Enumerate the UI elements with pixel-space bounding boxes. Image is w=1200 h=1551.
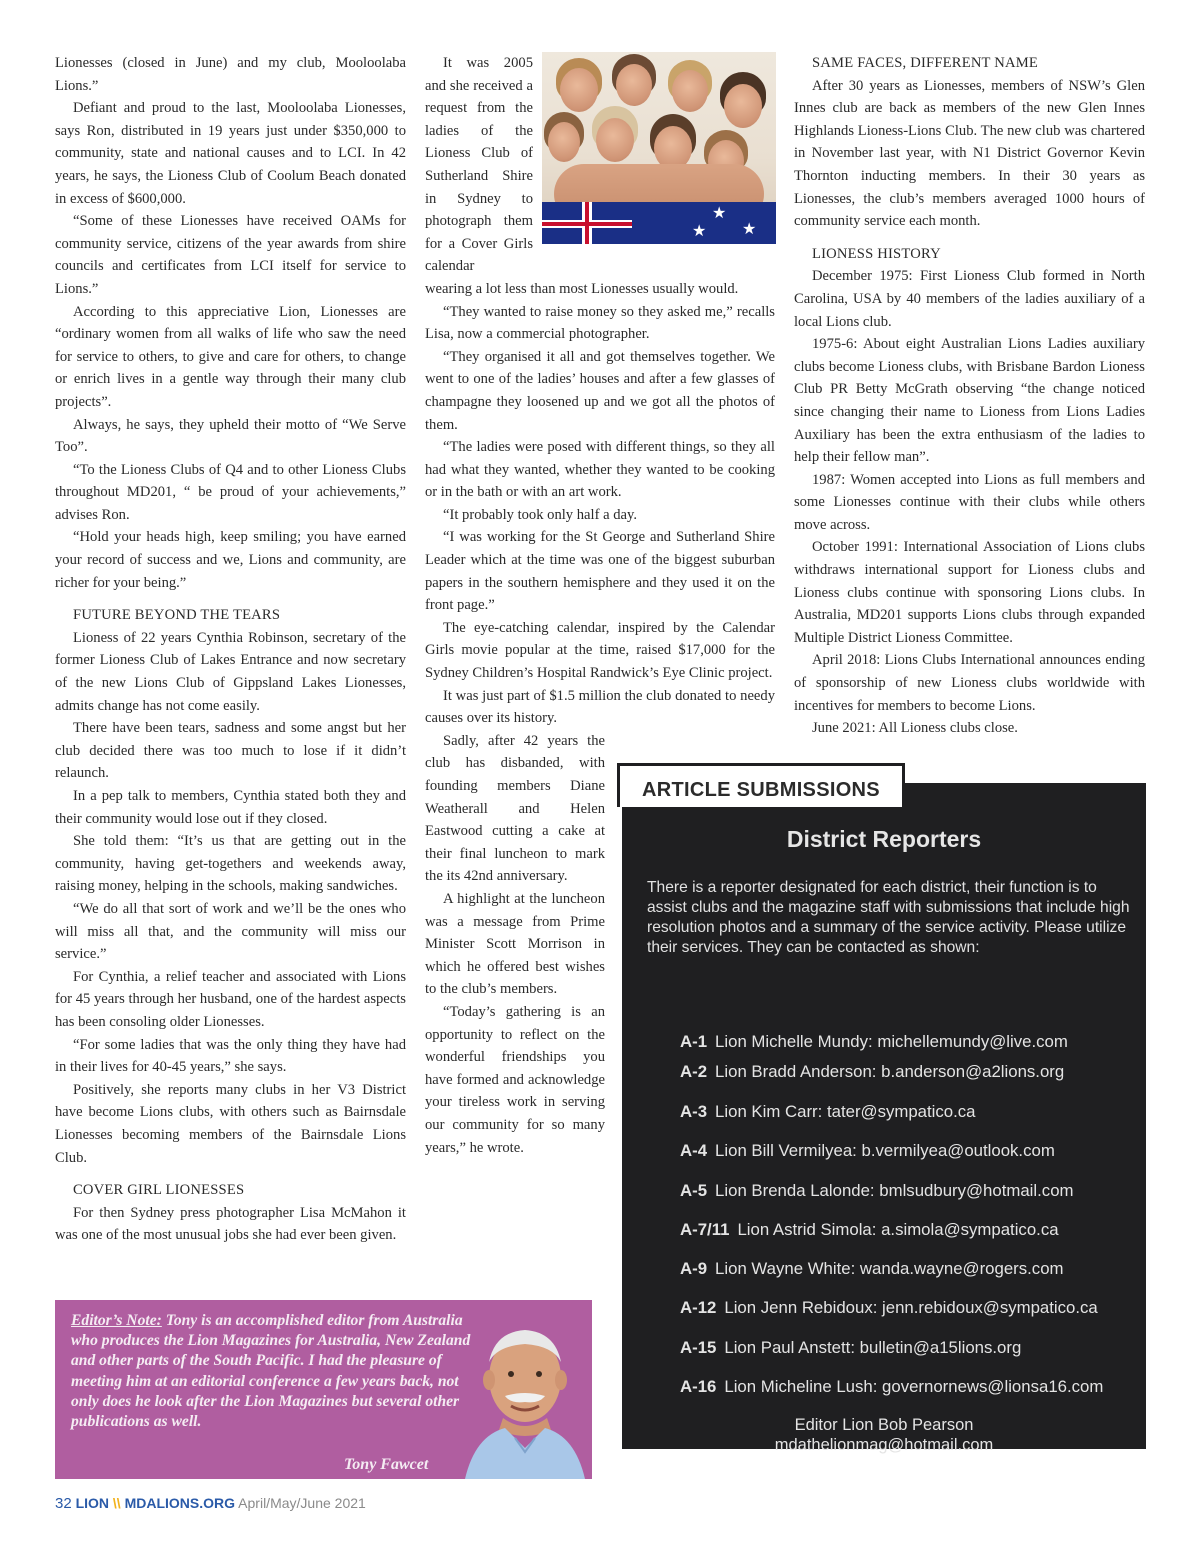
- tony-fawcet-portrait: [455, 1318, 592, 1479]
- paragraph: 1987: Women accepted into Lions as full members and some Lionesses continue with their clubs while others move across.: [794, 471, 1145, 533]
- paragraph: For Cynthia, a relief teacher and associated with Lions for 45 years through her husband, one of the hardest aspects has been consoling older Lionesses.: [55, 968, 406, 1030]
- reporter-entry: [680, 1338, 1021, 1358]
- paragraph: She told them: “It’s us that are getting out in the community, having get-togethers and weekends away, raising money, helping in the schools, making sandwiches.: [55, 833, 406, 895]
- paragraph: “Today’s gathering is an opportunity to reflect on the wonderful friendships you have formed and acknowledge your tireless work in serving our community for so many years,” he wrote.: [425, 1003, 605, 1156]
- paragraph: December 1975: First Lioness Club formed in North Carolina, USA by 40 members of the ladies auxiliary of a local Lions club.: [794, 268, 1145, 330]
- district-code: A-15: [680, 1338, 717, 1357]
- article-submissions-title: ARTICLE SUBMISSIONS: [642, 779, 880, 801]
- reporter-contact[interactable]: Lion Wayne White: wanda.wayne@rogers.com: [715, 1259, 1064, 1278]
- editors-note-label: Editor’s Note:: [71, 1312, 162, 1329]
- reporter-entry: [680, 1259, 1064, 1279]
- section-heading: LIONESS HISTORY: [812, 245, 941, 262]
- paragraph: Sadly, after 42 years the club has disbanded, with founding members Diane Weatherall and Helen Eastwood cutting a cake at their final luncheon to mark the its 42nd anniversary.: [425, 732, 605, 885]
- paragraph: For then Sydney press photographer Lisa McMahon it was one of the most unusual jobs she had ever been given.: [55, 1204, 406, 1244]
- reporter-entry: [680, 1220, 1059, 1240]
- paragraph: After 30 years as Lionesses, members of NSW’s Glen Innes club are back as members of the new Glen Innes Highlands Lioness-Lions Club. The new club was chartered in November last year, with N1 District Governor Kevin Thornton inducting members. In their 30 years as Lionesses, the club’s members averaged 1000 hours of community service each month.: [794, 77, 1145, 230]
- reporter-entry: [680, 1377, 1103, 1397]
- district-code: A-5: [680, 1181, 708, 1200]
- issue-date: April/May/June 2021: [238, 1495, 366, 1511]
- section-heading: COVER GIRL LIONESSES: [73, 1182, 245, 1199]
- paragraph: A highlight at the luncheon was a message from Prime Minister Scott Morrison in which he offered best wishes to the club’s members.: [425, 890, 605, 998]
- paragraph: “To the Lioness Clubs of Q4 and to other Lioness Clubs throughout MD201, “ be proud of your achievements,” advises Ron.: [55, 461, 406, 523]
- article-submissions-tab: [617, 763, 905, 807]
- page-footer: [55, 1495, 366, 1512]
- district-code: A-12: [680, 1298, 717, 1317]
- paragraph: It was just part of $1.5 million the club donated to needy causes over its history.: [425, 687, 775, 727]
- district-code: A-1: [680, 1032, 708, 1051]
- reporter-entry: [680, 1102, 976, 1122]
- reporter-contact[interactable]: Lion Bradd Anderson: b.anderson@a2lions.org: [715, 1062, 1065, 1081]
- paragraph: In a pep talk to members, Cynthia stated both they and their community would lose out if they closed.: [55, 788, 406, 827]
- paragraph: “Some of these Lionesses have received OAMs for community service, citizens of the year awards from shire councils and certificates from LCI itself for service to Lions.”: [55, 213, 406, 297]
- paragraph: October 1991: International Association of Lions clubs withdraws international support for Lioness clubs and Lioness clubs continue with sponsoring Lions clubs. In Australia, MD201 supports Lions clubs through expanded Multiple District Lioness Committee.: [794, 539, 1145, 646]
- submissions-intro: There is a reporter designated for each district, their function is to assist clubs and the magazine staff with submissions that include high resolution photos and a summary of the service activity. Please utilize their services. They can be contacted as shown:: [647, 879, 1130, 956]
- reporter-entry: [680, 1298, 1098, 1318]
- reporter-entry: [680, 1032, 1068, 1052]
- footer-separator: \\: [112, 1495, 121, 1511]
- district-code: A-3: [680, 1102, 708, 1121]
- reporter-contact[interactable]: Lion Micheline Lush: governornews@lionsa16.com: [724, 1377, 1104, 1396]
- paragraph: “Hold your heads high, keep smiling; you have earned your record of success and we, Lions and community, are richer for your being.”: [55, 529, 406, 591]
- paragraph: “For some ladies that was the only thing they have had in their lives for 40-45 years,” she says.: [55, 1036, 406, 1076]
- paragraph: Always, he says, they upheld their motto of “We Serve Too”.: [55, 416, 406, 456]
- paragraph: Positively, she reports many clubs in her V3 District have become Lions clubs, with others such as Bairnsdale Lionesses becoming members of the Bairnsdale Lions Club.: [55, 1081, 406, 1166]
- article-column-1: [55, 52, 406, 1247]
- district-code: A-4: [680, 1141, 708, 1160]
- paragraph: “We do all that sort of work and we’ll be the ones who will miss all that, and the community will miss our service.”: [55, 900, 406, 963]
- paragraph: “They organised it all and got themselves together. We went to one of the ladies’ houses and after a few glasses of champagne they loosened up and we got all the photos of them.: [425, 348, 775, 433]
- paragraph: “I was working for the St George and Sutherland Shire Leader which at the time was one of the biggest suburban papers in the southern hemisphere and they used it on the front page.”: [425, 529, 775, 614]
- magazine-brand: LION: [75, 1495, 110, 1511]
- cover-girls-photo: [542, 52, 776, 244]
- district-code: A-7/11: [680, 1220, 730, 1239]
- paragraph: 1975-6: About eight Australian Lions Ladies auxiliary clubs become Lioness clubs, with Brisbane Bardon Lioness Club PR Betty McGrath observing “the change noticed since changing their name to Lioness from Lions Ladies Auxiliary has been the extra enthusiasm of the ladies to help their fellow man”.: [794, 336, 1145, 466]
- paragraph: Lionesses (closed in June) and my club, Mooloolaba Lions.”: [55, 55, 406, 94]
- reporter-entry: [680, 1141, 1055, 1161]
- editors-note-box: [55, 1300, 592, 1479]
- reporter-contact[interactable]: Lion Bill Vermilyea: b.vermilyea@outlook.com: [715, 1141, 1055, 1160]
- reporter-contact[interactable]: Lion Michelle Mundy: michellemundy@live.com: [715, 1032, 1068, 1051]
- reporter-contact[interactable]: Lion Astrid Simola: a.simola@sympatico.ca: [737, 1220, 1059, 1239]
- editors-note-body: Tony is an accomplished editor from Australia who produces the Lion Magazines for Australia, New Zealand and other parts of the South Pacific. I had the pleasure of meeting him at an editorial conference a few years back, not only does he look after the Lion Magazines but several other publications as well.: [71, 1312, 471, 1431]
- paragraph: According to this appreciative Lion, Lionesses are “ordinary women from all walks of life who saw the need for service to others, to give and care for others, to change or enrich lives in a gentle way through their many club projects”.: [55, 303, 406, 410]
- article-column-3: [794, 52, 1145, 740]
- paragraph: “It probably took only half a day.: [443, 506, 637, 523]
- paragraph: Lioness of 22 years Cynthia Robinson, secretary of the former Lioness Club of Lakes Entrance and now secretary of the new Lions Club of Gippsland Lakes Lionesses, admits change has not come easily.: [55, 629, 406, 714]
- reporter-entry: [680, 1062, 1064, 1082]
- district-code: A-9: [680, 1259, 708, 1278]
- district-code: A-16: [680, 1377, 717, 1396]
- reporter-entry: [680, 1181, 1074, 1201]
- editor-name: Editor Lion Bob Pearson: [794, 1416, 974, 1434]
- section-heading: SAME FACES, DIFFERENT NAME: [812, 55, 1039, 71]
- editor-email[interactable]: mdathelionmag@hotmail.com: [774, 1436, 994, 1454]
- editor-contact: [622, 1415, 1146, 1455]
- editors-note-signature: Tony Fawcet: [344, 1456, 429, 1473]
- paragraph: “They wanted to raise money so they asked me,” recalls Lisa, now a commercial photographer.: [425, 303, 775, 343]
- paragraph: It was 2005 and she received a request from the ladies of the Lioness Club of Sutherland Shire in Sydney to photograph them for a Cover Girls calendar: [425, 55, 533, 275]
- paragraph: There have been tears, sadness and some angst but her club decided there was too much to lose if it didn’t relaunch.: [55, 720, 406, 782]
- section-heading: FUTURE BEYOND THE TEARS: [73, 607, 281, 624]
- paragraph: April 2018: Lions Clubs International announces ending of sponsorship of new Lioness clubs worldwide with incentives for members to become Lions.: [794, 652, 1145, 714]
- website-link[interactable]: MDALIONS.ORG: [124, 1495, 236, 1511]
- paragraph: The eye-catching calendar, inspired by the Calendar Girls movie popular at the time, raised $17,000 for the Sydney Children’s Hospital Randwick’s Eye Clinic project.: [425, 619, 775, 682]
- paragraph: Defiant and proud to the last, Mooloolaba Lionesses, says Ron, distributed in 19 years just under $350,000 to community, state and national causes and to LCI. In 42 years, he says, the Lioness Club of Coolum Beach donated in excess of $600,000.: [55, 100, 406, 207]
- reporter-contact[interactable]: Lion Paul Anstett: bulletin@a15lions.org: [724, 1338, 1022, 1357]
- article-submissions-panel: [622, 783, 1146, 1454]
- district-code: A-2: [680, 1062, 708, 1081]
- district-reporters-heading: District Reporters: [786, 826, 982, 852]
- paragraph: wearing a lot less than most Lionesses usually would.: [425, 280, 739, 297]
- paragraph: “The ladies were posed with different things, so they all had what they wanted, whether they wanted to be cooking or in the bath or with an art work.: [425, 439, 775, 501]
- reporter-contact[interactable]: Lion Kim Carr: tater@sympatico.ca: [715, 1102, 976, 1121]
- paragraph: June 2021: All Lioness clubs close.: [812, 720, 1018, 737]
- reporter-contact[interactable]: Lion Jenn Rebidoux: jenn.rebidoux@sympatico.ca: [724, 1298, 1098, 1317]
- page-number: 32: [55, 1495, 72, 1512]
- reporter-contact[interactable]: Lion Brenda Lalonde: bmlsudbury@hotmail.com: [715, 1181, 1074, 1200]
- editors-note-text: [71, 1311, 481, 1432]
- australian-flag-icon: ★ ★ ★: [542, 202, 776, 244]
